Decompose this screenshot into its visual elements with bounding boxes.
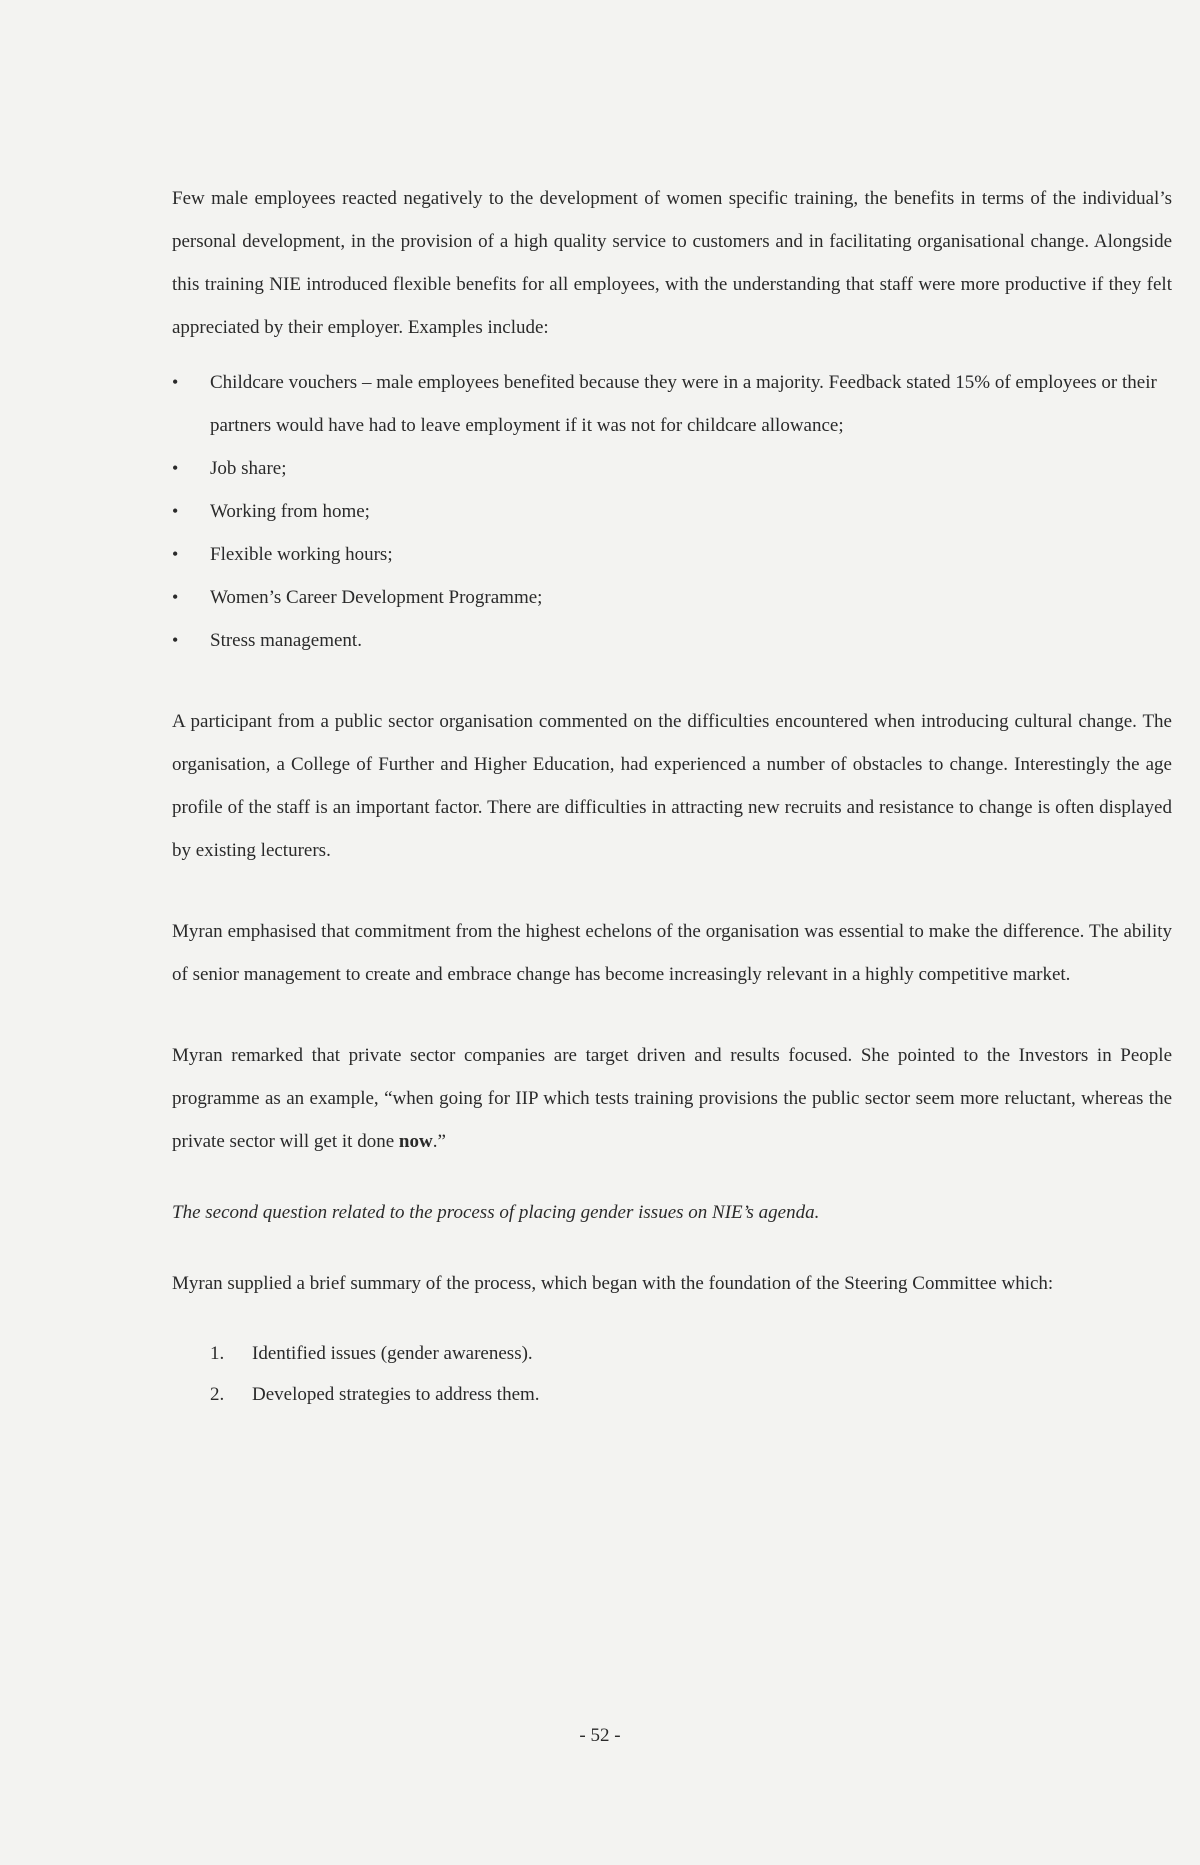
list-item-text: Flexible working hours; xyxy=(210,544,393,565)
step-number: 1. xyxy=(210,1343,225,1364)
paragraph-text-end: .” xyxy=(432,1131,446,1152)
list-item xyxy=(172,619,1172,662)
list-item-text: Childcare vouchers – male employees benefited because they were in a majority. Feedback stated 15% of employees or their partners would have had to leave employment if it was not for childcare allowance; xyxy=(210,372,1157,436)
benefits-list xyxy=(172,361,1172,662)
paragraph-process-summary: Myran supplied a brief summary of the process, which began with the foundation of the Steering Committee which: xyxy=(172,1273,1054,1294)
list-item xyxy=(172,361,1172,447)
page-body xyxy=(172,177,1172,1415)
bullet-icon: • xyxy=(172,501,179,521)
bullet-icon: • xyxy=(172,372,179,392)
paragraph-private-sector xyxy=(172,1034,1172,1163)
list-item-text: Stress management. xyxy=(210,630,362,651)
step-text: Identified issues (gender awareness). xyxy=(252,1343,533,1364)
paragraph-text: Myran remarked that private sector companies are target driven and results focused. She pointed to the Investors in People programme as an example, “when going for IIP which tests training provisions the public sector seem more reluctant, whereas the private sector will get it done xyxy=(172,1045,1172,1152)
bullet-icon: • xyxy=(172,587,179,607)
list-item xyxy=(172,490,1172,533)
list-item xyxy=(172,447,1172,490)
bullet-icon: • xyxy=(172,630,179,650)
question-heading: The second question related to the process of placing gender issues on NIE’s agenda. xyxy=(172,1202,820,1223)
list-item-text: Job share; xyxy=(210,458,287,479)
paragraph-commitment: Myran emphasised that commitment from the highest echelons of the organisation was essential to make the difference. The ability of senior management to create and embrace change has become increasingly relevant in a highly competitive market. xyxy=(172,921,1172,985)
step-number: 2. xyxy=(210,1384,225,1405)
list-item xyxy=(172,1374,1172,1415)
page-number: - 52 - xyxy=(579,1725,621,1746)
list-item-text: Working from home; xyxy=(210,501,370,522)
step-text: Developed strategies to address them. xyxy=(252,1384,540,1405)
bullet-icon: • xyxy=(172,544,179,564)
paragraph-flexible-benefits: Few male employees reacted negatively to the development of women specific training, the benefits in terms of the individual’s personal development, in the provision of a high quality service to customers and in facilitating organisational change. Alongside this training NIE introduced flexible benefits for all employees, with the understanding that staff were more productive if they felt appreciated by their employer. Examples include: xyxy=(172,188,1172,338)
list-item xyxy=(172,533,1172,576)
steps-list xyxy=(172,1333,1172,1415)
paragraph-public-sector: A participant from a public sector organisation commented on the difficulties encountered when introducing cultural change. The organisation, a College of Further and Higher Education, had experienced a number of obstacles to change. Interestingly the age profile of the staff is an important factor. There are difficulties in attracting new recruits and resistance to change is often displayed by existing lecturers. xyxy=(172,711,1172,861)
list-item-text: Women’s Career Development Programme; xyxy=(210,587,543,608)
list-item xyxy=(172,1333,1172,1374)
list-item xyxy=(172,576,1172,619)
bullet-icon: • xyxy=(172,458,179,478)
emphasis-now: now xyxy=(398,1131,433,1152)
